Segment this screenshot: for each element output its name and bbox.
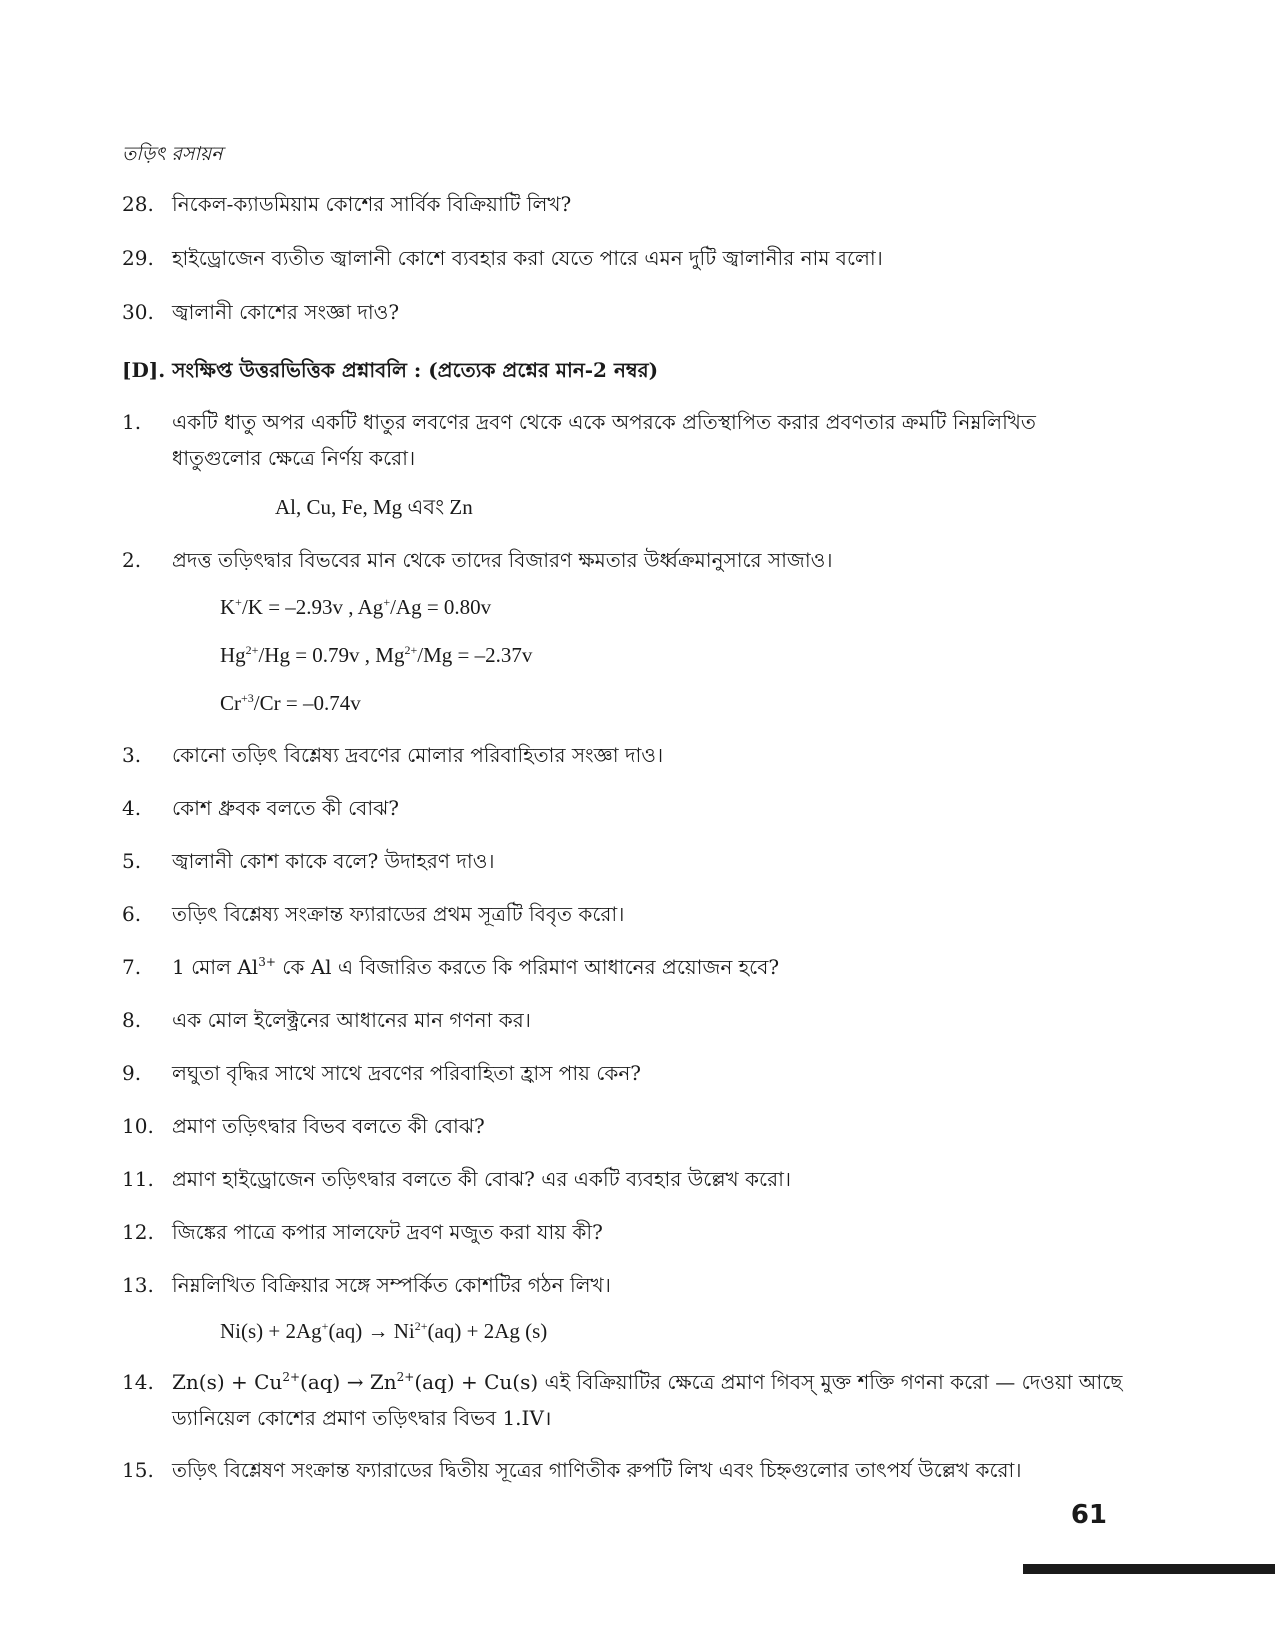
question-3: [122, 737, 1125, 773]
question-text: জ্বালানী কোশের সংজ্ঞা দাও?: [172, 300, 400, 324]
question-text: একটি ধাতু অপর একটি ধাতুর লবণের দ্রবণ থেকে একে অপরকে প্রতিস্থাপিত করার প্রবণতার ক্রমটি নিম্নলিখিত ধাতুগুলোর ক্ষেত্রে নির্ণয় করো।: [172, 410, 1036, 470]
ag-charge: +: [383, 595, 391, 609]
cu-ion-charge: 2+: [282, 1370, 301, 1384]
question-4: [122, 790, 1125, 826]
question-12: [122, 1214, 1125, 1250]
question-9: [122, 1055, 1125, 1091]
question-number: 30.: [122, 300, 154, 324]
question-text: প্রমাণ হাইড্রোজেন তড়িৎদ্বার বলতে কী বোঝ? এর একটি ব্যবহার উল্লেখ করো।: [172, 1167, 792, 1191]
question-text: জ্বালানী কোশ কাকে বলে? উদাহরণ দাও।: [172, 849, 495, 873]
question-30: [122, 294, 1125, 330]
question-text: নিম্নলিখিত বিক্রিয়ার সঙ্গে সম্পর্কিত কোশটির গঠন লিখ।: [172, 1273, 611, 1297]
ag-potential: /Ag = 0.80v: [390, 595, 492, 619]
question-text: লঘুতা বৃদ্ধির সাথে সাথে দ্রবণের পরিবাহিতা হ্রাস পায় কেন?: [172, 1061, 642, 1085]
page-rule: [1023, 1564, 1275, 1574]
question-10: [122, 1108, 1125, 1144]
page-number: 61: [1070, 1500, 1107, 1530]
question-number: 8.: [122, 1008, 142, 1032]
cr-potential: /Cr = –0.74v: [253, 691, 361, 715]
q14-part-3: (aq) + Cu(s) এই বিক্রিয়াটির ক্ষেত্রে প্রমাণ গিবস্ মুক্ত শক্তি গণনা করো — দেওয়া আছে ড্যানিয়েল কোশের প্রমাণ তড়িৎদ্বার বিভব 1.IV।: [172, 1370, 1123, 1430]
q7-charge: 3+: [258, 955, 276, 969]
potential-line-3: [220, 686, 361, 720]
question-number: 14.: [122, 1370, 154, 1394]
ag-ion-charge: +: [321, 1319, 329, 1333]
question-text: নিকেল-ক্যাডমিয়াম কোশের সার্বিক বিক্রিয়াটি লিখ?: [172, 192, 572, 216]
question-14: [122, 1364, 1125, 1436]
question-number: 9.: [122, 1061, 142, 1085]
question-8: [122, 1002, 1125, 1038]
question-11: [122, 1161, 1125, 1197]
question-1: [122, 404, 1125, 476]
question-text: কোশ ধ্রুবক বলতে কী বোঝ?: [172, 796, 399, 820]
question-text: [172, 949, 1125, 985]
hg-charge: 2+: [245, 643, 259, 657]
q14-part-1: Zn(s) + Cu: [172, 1370, 283, 1394]
cr-charge: +3: [241, 691, 254, 705]
question-number: 3.: [122, 743, 142, 767]
question-text: তড়িৎ বিশ্লেষ্য সংক্রান্ত ফ্যারাডের প্রথম সূত্রটি বিবৃত করো।: [172, 902, 625, 926]
question-number: 13.: [122, 1273, 154, 1297]
question-text: হাইড্রোজেন ব্যতীত জ্বালানী কোশে ব্যবহার করা যেতে পারে এমন দুটি জ্বালানীর নাম বলো।: [172, 246, 883, 270]
question-number: 2.: [122, 548, 142, 572]
question-text: জিঙ্কের পাত্রে কপার সালফেট দ্রবণ মজুত করা যায় কী?: [172, 1220, 603, 1244]
cr-ion: Cr: [220, 691, 241, 715]
question-number: 5.: [122, 849, 142, 873]
question-number: 15.: [122, 1458, 154, 1482]
k-charge: +: [235, 595, 242, 609]
question-number: 12.: [122, 1220, 154, 1244]
metal-list: Al, Cu, Fe, Mg এবং Zn: [275, 495, 473, 519]
question-number: 1.: [122, 410, 142, 434]
reaction-part-2: (aq) → Ni: [328, 1319, 415, 1343]
question-number: 11.: [122, 1167, 154, 1191]
running-header: তড়িৎ রসায়ন: [122, 143, 223, 165]
question-13: [122, 1267, 1125, 1303]
mg-potential: /Mg = –2.37v: [417, 643, 533, 667]
q7-text-start: 1 মোল Al: [172, 955, 259, 979]
k-potential: /K = –2.93v , Ag: [241, 595, 384, 619]
reaction-part-1: Ni(s) + 2Ag: [220, 1319, 322, 1343]
question-number: 10.: [122, 1114, 154, 1138]
question-text: [172, 1364, 1125, 1436]
question-6: [122, 896, 1125, 932]
reaction-part-3: (aq) + 2Ag (s): [427, 1319, 548, 1343]
question-2: [122, 542, 1125, 578]
question-number: 29.: [122, 246, 154, 270]
reaction-equation: [220, 1314, 547, 1348]
q14-part-2: (aq) → Zn: [300, 1370, 397, 1394]
ni-ion-charge: 2+: [414, 1319, 428, 1333]
question-number: 7.: [122, 955, 142, 979]
question-15: [122, 1452, 1125, 1488]
potential-line-1: [220, 590, 491, 624]
mg-charge: 2+: [404, 643, 418, 657]
question-text: প্রদত্ত তড়িৎদ্বার বিভবের মান থেকে তাদের বিজারণ ক্ষমতার উর্ধ্বক্রমানুসারে সাজাও।: [172, 548, 833, 572]
question-number: 28.: [122, 192, 154, 216]
question-number: 4.: [122, 796, 142, 820]
zn-ion-charge: 2+: [396, 1370, 415, 1384]
section-heading: [D]. সংক্ষিপ্ত উত্তরভিত্তিক প্রশ্নাবলি : (প্রত্যেক প্রশ্নের মান-2 নম্বর): [122, 358, 659, 382]
question-text: প্রমাণ তড়িৎদ্বার বিভব বলতে কী বোঝ?: [172, 1114, 485, 1138]
question-text: কোনো তড়িৎ বিশ্লেষ্য দ্রবণের মোলার পরিবাহিতার সংজ্ঞা দাও।: [172, 743, 664, 767]
potential-line-2: [220, 638, 532, 672]
question-7: [122, 949, 1125, 985]
q7-text-end: কে Al এ বিজারিত করতে কি পরিমাণ আধানের প্রয়োজন হবে?: [275, 955, 780, 979]
hg-potential: /Hg = 0.79v , Mg: [258, 643, 405, 667]
k-ion: K: [220, 595, 236, 619]
question-text: এক মোল ইলেক্ট্রনের আধানের মান গণনা কর।: [172, 1008, 531, 1032]
hg-ion: Hg: [220, 643, 246, 667]
question-29: [122, 240, 1125, 276]
question-text: তড়িৎ বিশ্লেষণ সংক্রান্ত ফ্যারাডের দ্বিতীয় সূত্রের গাণিতীক রুপটি লিখ এবং চিহ্নগুলোর তাৎপর্য উল্লেখ করো।: [172, 1458, 1022, 1482]
question-number: 6.: [122, 902, 142, 926]
question-28: [122, 186, 1125, 222]
question-5: [122, 843, 1125, 879]
